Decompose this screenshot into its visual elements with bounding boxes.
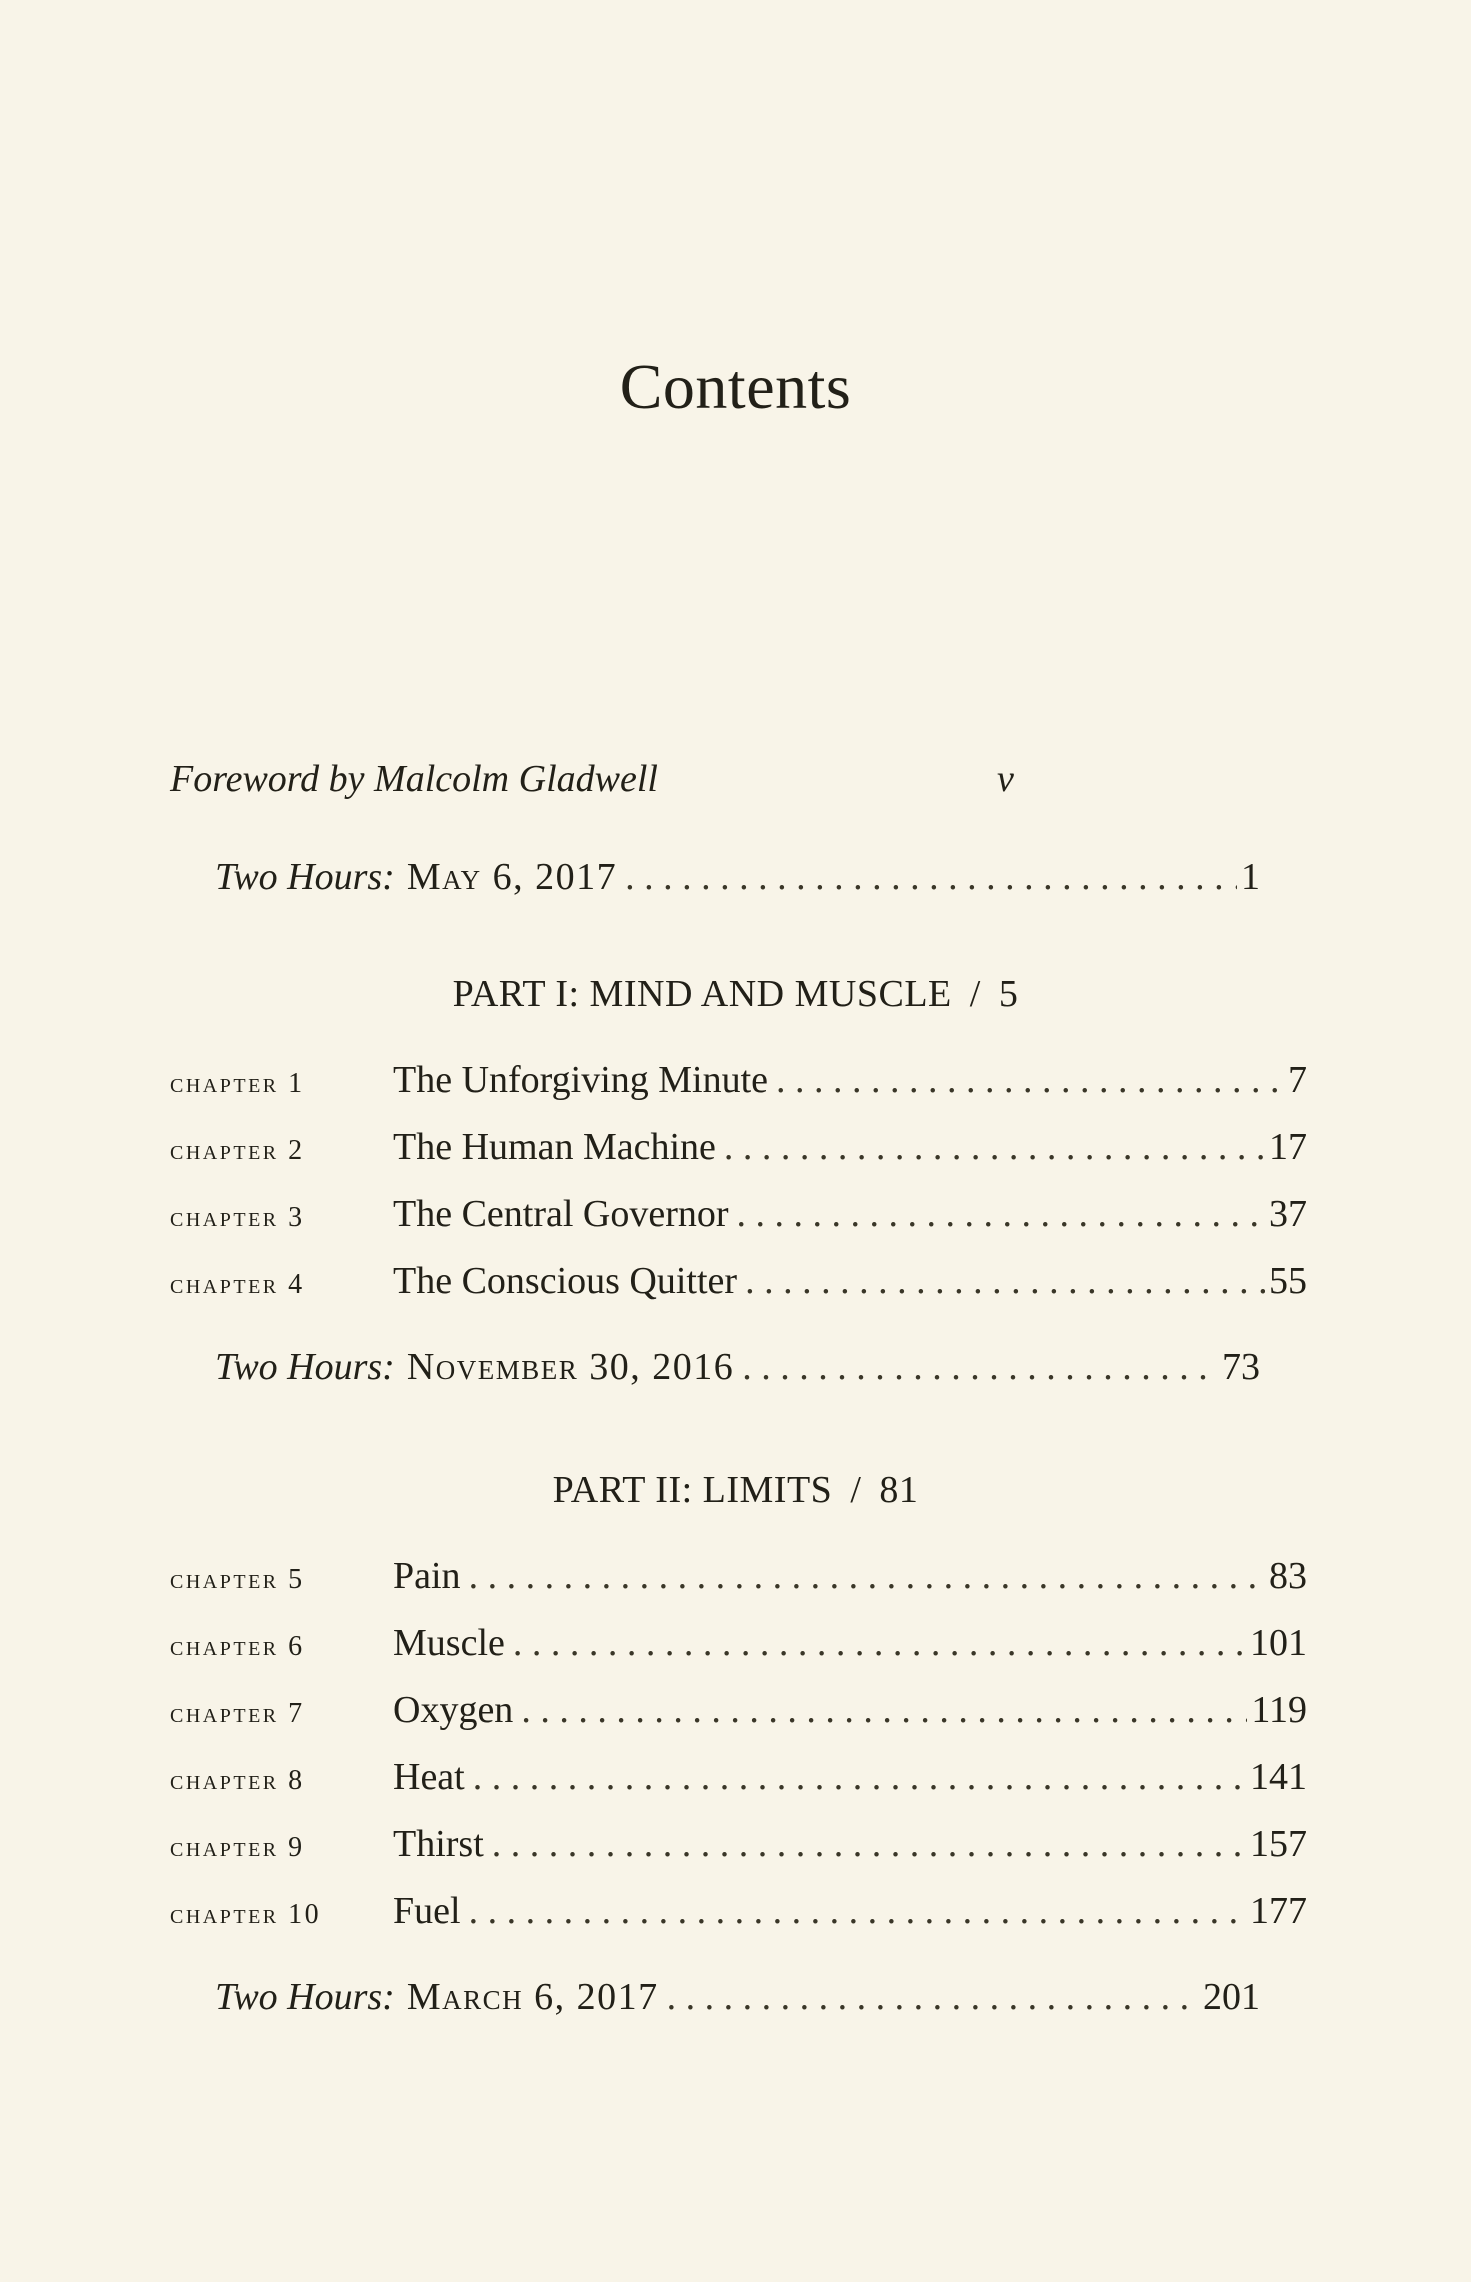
chapter-title: The Unforgiving Minute bbox=[393, 1059, 769, 1101]
chapter-title: The Conscious Quitter bbox=[393, 1260, 738, 1302]
part-page-number: 5 bbox=[998, 973, 1019, 1015]
page-number: 7 bbox=[1288, 1059, 1307, 1101]
page-number: 1 bbox=[1241, 856, 1260, 898]
chapter-label: chapter 9 bbox=[170, 1832, 305, 1863]
chapter-label: chapter 2 bbox=[170, 1135, 305, 1166]
chapter-label: chapter 6 bbox=[170, 1631, 305, 1662]
page-number: 101 bbox=[1250, 1622, 1307, 1664]
foreword-page-number: v bbox=[997, 758, 1014, 800]
dot-leader bbox=[492, 1822, 1246, 1866]
interlude-lead: Two Hours: bbox=[215, 1976, 395, 2018]
page-number: 119 bbox=[1251, 1689, 1307, 1731]
page-number: 201 bbox=[1203, 1976, 1260, 2018]
chapter-title: Fuel bbox=[393, 1890, 461, 1932]
dot-leader bbox=[776, 1058, 1284, 1102]
page-number: 157 bbox=[1250, 1823, 1307, 1865]
part-heading bbox=[0, 972, 1471, 1016]
dot-leader bbox=[469, 1554, 1265, 1598]
dot-leader bbox=[473, 1755, 1246, 1799]
page-number: 177 bbox=[1250, 1890, 1307, 1932]
page-number: 37 bbox=[1269, 1193, 1307, 1235]
chapter-label: chapter 7 bbox=[170, 1698, 305, 1729]
page-number: 141 bbox=[1250, 1756, 1307, 1798]
part-title: PART II: LIMITS bbox=[552, 1469, 833, 1511]
dot-leader bbox=[521, 1688, 1247, 1732]
dot-leader bbox=[724, 1125, 1265, 1169]
dot-leader bbox=[745, 1259, 1265, 1303]
chapter-row bbox=[170, 1554, 1307, 1598]
chapter-row bbox=[170, 1058, 1307, 1102]
chapter-row bbox=[170, 1192, 1307, 1236]
chapter-title: Oxygen bbox=[393, 1689, 514, 1731]
chapter-row bbox=[170, 1889, 1307, 1933]
interlude-lead: Two Hours: bbox=[215, 856, 395, 898]
part-separator: / bbox=[850, 1469, 862, 1511]
page-title: Contents bbox=[619, 351, 852, 422]
interlude-entry bbox=[215, 1345, 1260, 1389]
interlude-lead: Two Hours: bbox=[215, 1346, 395, 1388]
part-title: PART I: MIND AND MUSCLE bbox=[452, 973, 952, 1015]
interlude-date: May 6, 2017 bbox=[406, 856, 618, 898]
chapter-title: Pain bbox=[393, 1555, 461, 1597]
chapter-title: The Human Machine bbox=[393, 1126, 716, 1168]
chapter-label: chapter 5 bbox=[170, 1564, 305, 1595]
part-page-number: 81 bbox=[879, 1469, 919, 1511]
chapter-title: Thirst bbox=[393, 1823, 484, 1865]
dot-leader bbox=[737, 1192, 1265, 1236]
chapter-row bbox=[170, 1822, 1307, 1866]
interlude-entry bbox=[215, 1975, 1260, 2019]
interlude-date: November 30, 2016 bbox=[406, 1346, 735, 1388]
dot-leader bbox=[469, 1889, 1246, 1933]
chapter-title: Muscle bbox=[393, 1622, 505, 1664]
dot-leader bbox=[742, 1345, 1218, 1389]
chapter-row bbox=[170, 1621, 1307, 1665]
part-separator: / bbox=[969, 973, 981, 1015]
interlude-date: March 6, 2017 bbox=[406, 1976, 659, 2018]
chapter-row bbox=[170, 1688, 1307, 1732]
chapter-label: chapter 3 bbox=[170, 1202, 305, 1233]
chapter-label: chapter 4 bbox=[170, 1269, 305, 1300]
part-heading bbox=[0, 1468, 1471, 1512]
chapter-label: chapter 1 bbox=[170, 1068, 305, 1099]
chapter-title: The Central Governor bbox=[393, 1193, 729, 1235]
page-number: 17 bbox=[1269, 1126, 1307, 1168]
chapter-label: chapter 8 bbox=[170, 1765, 305, 1796]
chapter-row bbox=[170, 1755, 1307, 1799]
dot-leader bbox=[513, 1621, 1246, 1665]
chapter-row bbox=[170, 1125, 1307, 1169]
chapter-title: Heat bbox=[393, 1756, 465, 1798]
dot-leader bbox=[625, 855, 1237, 899]
page-number: 73 bbox=[1222, 1346, 1260, 1388]
chapter-label: chapter 10 bbox=[170, 1899, 322, 1930]
foreword-entry: Foreword by Malcolm Gladwell bbox=[170, 758, 658, 800]
interlude-entry bbox=[215, 855, 1260, 899]
page-number: 55 bbox=[1269, 1260, 1307, 1302]
chapter-row bbox=[170, 1259, 1307, 1303]
page-number: 83 bbox=[1269, 1555, 1307, 1597]
dot-leader bbox=[667, 1975, 1199, 2019]
